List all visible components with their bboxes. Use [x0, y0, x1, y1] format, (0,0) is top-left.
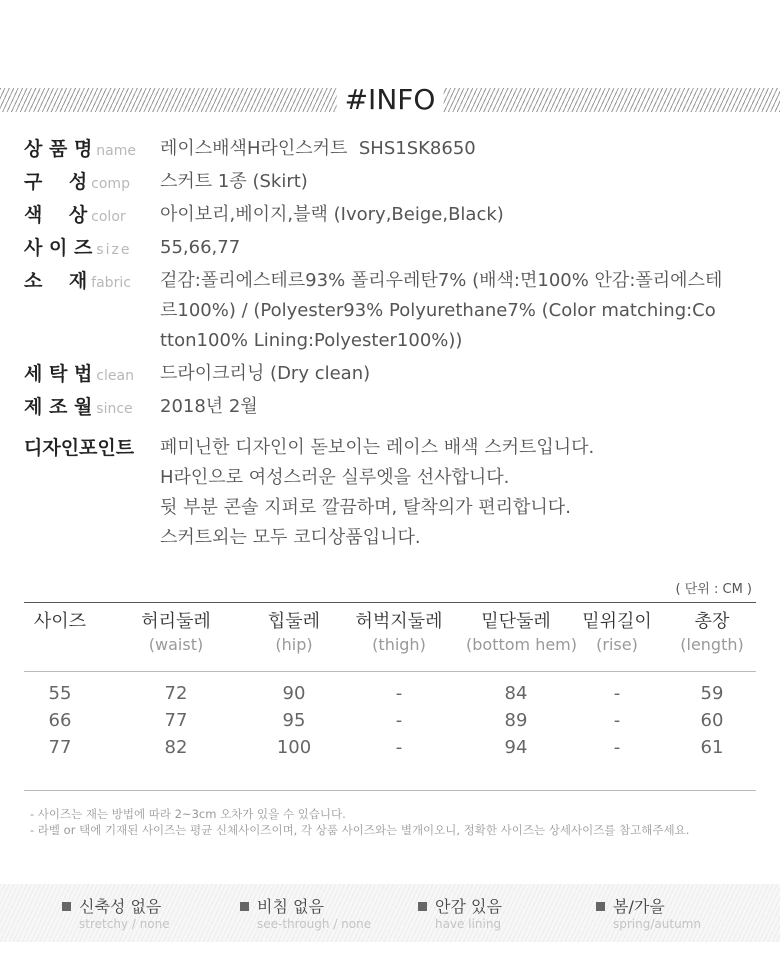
table-cell: 84	[504, 683, 528, 704]
header-ko: 총장	[694, 611, 730, 632]
header-cell-length	[668, 611, 756, 667]
spec-value	[160, 359, 764, 389]
feature-label-ko: 신축성 없음	[79, 897, 162, 916]
spec-label	[24, 236, 160, 262]
spec-label	[24, 362, 160, 388]
spec-value-line: 겉감:폴리에스테르93% 폴리우레탄7% (배색:면100% 안감:폴리에스테	[160, 270, 723, 291]
spec-value	[160, 392, 764, 422]
spec-label-en: fabric	[91, 275, 131, 291]
feature-see-through	[240, 897, 371, 931]
feature-label-en: stretchy / none	[79, 917, 170, 931]
table-cell: 94	[504, 737, 528, 758]
feature-label-en: see-through / none	[257, 917, 372, 931]
table-cell: 95	[282, 710, 306, 731]
spec-value-line: 아이보리,베이지,블랙 (Ivory,Beige,Black)	[160, 204, 504, 225]
header-ko: 밑단둘레	[481, 611, 551, 632]
header-en: (hip)	[275, 635, 313, 654]
square-bullet-icon	[62, 902, 71, 911]
table-cell: 89	[504, 710, 528, 731]
header-cell-waist	[96, 611, 256, 667]
design-point-line: 스커트외는 모두 코디상품입니다.	[160, 527, 421, 548]
header-cell-bottom-hem	[466, 611, 578, 667]
header-ko: 허리둘레	[141, 611, 211, 632]
feature-stretch	[62, 897, 170, 931]
table-cell: 90	[282, 683, 306, 704]
spec-row-size	[24, 236, 764, 263]
spec-label-ko: 제 조 월	[24, 396, 93, 418]
spec-label	[24, 137, 160, 163]
header-en: (waist)	[148, 635, 204, 654]
table-cell: 77	[164, 710, 188, 731]
spec-label	[24, 170, 160, 196]
spec-value	[160, 266, 764, 356]
spec-row-color	[24, 203, 764, 230]
square-bullet-icon	[418, 902, 427, 911]
design-point-line: 페미닌한 디자인이 돋보이는 레이스 배색 스커트입니다.	[160, 437, 595, 458]
feature-label-ko: 봄/가을	[613, 897, 665, 916]
table-cell: 82	[164, 737, 188, 758]
spec-row-clean	[24, 362, 764, 389]
table-cell: 61	[700, 737, 724, 758]
table-cell: -	[395, 710, 403, 731]
spec-value-line: 레이스배색H라인스커트 SHS1SK8650	[160, 138, 476, 159]
feature-label	[418, 897, 502, 917]
spec-label	[24, 203, 160, 229]
spec-row-fabric	[24, 269, 764, 356]
feature-season	[596, 897, 701, 931]
table-cell: -	[613, 710, 621, 731]
header-ko: 허벅지둘레	[355, 611, 443, 632]
design-point	[24, 433, 764, 553]
spec-label-en: since	[96, 401, 133, 417]
spec-label-en: name	[96, 143, 136, 159]
spec-value	[160, 233, 764, 263]
design-point-line: H라인으로 여성스러운 실루엣을 선사합니다.	[160, 467, 510, 488]
square-bullet-icon	[596, 902, 605, 911]
header-en: (rise)	[596, 635, 638, 654]
feature-label-en: spring/autumn	[613, 917, 701, 931]
table-row	[24, 707, 756, 734]
table-cell: 55	[48, 683, 72, 704]
spec-label	[24, 395, 160, 421]
spec-value	[160, 200, 764, 230]
header-ko: 힙둘레	[267, 611, 321, 632]
size-table	[24, 602, 756, 761]
header-cell-rise	[566, 611, 668, 667]
design-point-label: 디자인포인트	[24, 437, 135, 459]
spec-label-ko: 상 품 명	[24, 138, 93, 160]
header-cell-thigh	[332, 611, 466, 667]
design-point-lines	[160, 433, 764, 553]
square-bullet-icon	[240, 902, 249, 911]
spec-value	[160, 134, 764, 164]
header-ko: 사이즈	[33, 611, 87, 632]
table-cell: -	[613, 737, 621, 758]
spec-value-line: 55,66,77	[160, 237, 241, 258]
table-cell: -	[395, 683, 403, 704]
spec-label-ko: 색 상	[24, 204, 88, 226]
feature-lining	[418, 897, 502, 931]
table-row	[24, 680, 756, 707]
table-row	[24, 734, 756, 761]
feature-label-ko: 비침 없음	[257, 897, 324, 916]
feature-label	[62, 897, 170, 917]
spec-value-line: 스커트 1종 (Skirt)	[160, 171, 308, 192]
table-cell: -	[613, 683, 621, 704]
info-title: #INFO	[337, 84, 444, 116]
spec-list	[24, 137, 764, 428]
table-header-row	[24, 603, 756, 667]
table-body	[24, 672, 756, 761]
header-en: (thigh)	[372, 635, 426, 654]
spec-value-line: 르100%) / (Polyester93% Polyurethane7% (Color matching:Co	[160, 300, 716, 321]
spec-row-since	[24, 395, 764, 422]
spec-label-ko: 소 재	[24, 270, 88, 292]
spec-label-ko: 세 탁 법	[24, 363, 93, 385]
size-unit-label: ( 단위 : CM )	[675, 582, 752, 597]
feature-label	[240, 897, 371, 917]
spec-label-en: color	[91, 209, 126, 225]
header-cell-size	[24, 611, 96, 667]
design-point-line: 뒷 부분 콘솔 지퍼로 깔끔하며, 탈착의가 편리합니다.	[160, 497, 571, 518]
table-cell: 59	[700, 683, 724, 704]
spec-label-en: clean	[96, 368, 134, 384]
spec-value-line: 드라이크리닝 (Dry clean)	[160, 363, 371, 384]
spec-row-name	[24, 137, 764, 164]
spec-label	[24, 269, 160, 295]
table-cell: 72	[164, 683, 188, 704]
table-bottom-rule	[24, 790, 756, 791]
header-ko: 밑위길이	[582, 611, 652, 632]
spec-value-line: tton100% Lining:Polyester100%))	[160, 330, 463, 351]
spec-label-en: size	[96, 242, 132, 258]
feature-label	[596, 897, 701, 917]
table-cell: -	[395, 737, 403, 758]
feature-label-en: have lining	[435, 917, 502, 931]
spec-label-ko: 사 이 즈	[24, 237, 93, 259]
header-en: (bottom hem)	[466, 635, 578, 654]
header-cell-hip	[256, 611, 332, 667]
feature-label-ko: 안감 있음	[435, 897, 502, 916]
table-cell: 60	[700, 710, 724, 731]
spec-value	[160, 167, 764, 197]
spec-label-ko: 구 성	[24, 171, 88, 193]
header-en: (length)	[680, 635, 744, 654]
spec-label-en: comp	[91, 176, 130, 192]
table-cell: 66	[48, 710, 72, 731]
table-cell: 100	[276, 737, 312, 758]
table-cell: 77	[48, 737, 72, 758]
note-line: - 사이즈는 재는 방법에 따라 2~3cm 오차가 있을 수 있습니다.	[30, 807, 346, 821]
spec-row-comp	[24, 170, 764, 197]
size-notes	[30, 806, 770, 838]
note-line: - 라벨 or 택에 기재된 사이즈는 평균 신체사이즈이며, 각 상품 사이즈와는 별개이오니, 정확한 사이즈는 상세사이즈를 참고해주세요.	[30, 823, 690, 837]
spec-value-line: 2018년 2월	[160, 396, 258, 417]
